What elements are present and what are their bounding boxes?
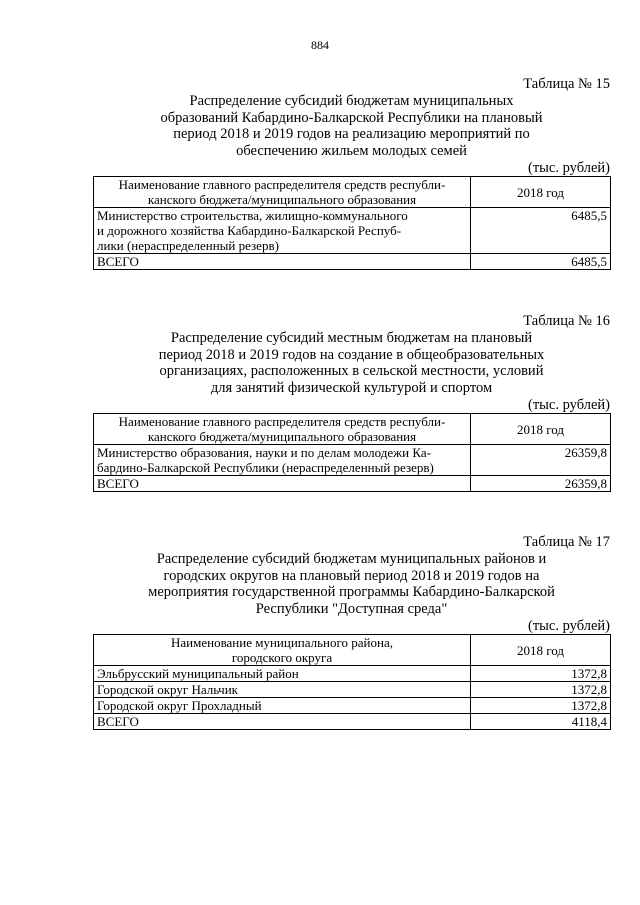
table-17-block (93, 534, 610, 730)
header-name-cell (94, 177, 471, 208)
total-value: 26359,8 (471, 476, 611, 492)
table-row (94, 445, 611, 476)
table-row (94, 682, 611, 698)
table-caption (122, 551, 582, 617)
row-name-cell: Городской округ Нальчик (94, 682, 471, 698)
header-line: Наименование главного распределителя средств республи- (118, 177, 446, 192)
row-line: бардино-Балкарской Республики (нераспределенный резерв) (97, 460, 434, 475)
header-year-cell: 2018 год (471, 635, 611, 666)
header-year-cell: 2018 год (471, 177, 611, 208)
row-line: Министерство строительства, жилищно-коммунального (97, 208, 408, 223)
header-line: канского бюджета/муниципального образования (147, 429, 417, 444)
data-table (93, 634, 611, 730)
row-value-cell: 1372,8 (471, 682, 611, 698)
data-table (93, 176, 611, 270)
table-row (94, 666, 611, 682)
caption-line: Распределение субсидий бюджетам муниципальных районов и (156, 551, 547, 567)
table-number: Таблица № 17 (523, 534, 610, 550)
row-line: лики (нераспределенный резерв) (97, 238, 279, 253)
units-label: (тыс. рублей) (528, 160, 610, 176)
table-row (94, 698, 611, 714)
row-value-cell: 1372,8 (471, 698, 611, 714)
units-label: (тыс. рублей) (528, 618, 610, 634)
caption-line: период 2018 и 2019 годов на реализацию мероприятий по (173, 126, 530, 142)
header-line: канского бюджета/муниципального образования (147, 192, 417, 207)
header-line: Наименование главного распределителя средств республи- (118, 414, 446, 429)
caption-line: Распределение субсидий бюджетам муниципальных (189, 93, 514, 109)
row-line: и дорожного хозяйства Кабардино-Балкарской Респуб- (97, 223, 402, 238)
total-row (94, 714, 611, 730)
table-header-row (94, 177, 611, 208)
table-caption (132, 93, 572, 159)
row-value-cell: 6485,5 (471, 208, 611, 254)
row-name-cell (94, 208, 471, 254)
units-label: (тыс. рублей) (528, 397, 610, 413)
caption-line: образований Кабардино-Балкарской Республики на плановый (160, 109, 543, 126)
table-15-block (93, 76, 610, 270)
total-row (94, 476, 611, 492)
total-label: ВСЕГО (94, 714, 471, 730)
total-label: ВСЕГО (94, 476, 471, 492)
caption-line: организациях, расположенных в сельской местности, условий (159, 363, 544, 379)
caption-line: городских округов на плановый период 2018 и 2019 годов на (163, 567, 540, 584)
table-header-row (94, 635, 611, 666)
table-number: Таблица № 16 (523, 313, 610, 329)
total-row (94, 254, 611, 270)
data-table (93, 413, 611, 492)
caption-line: мероприятия государственной программы Кабардино-Балкарской (148, 584, 555, 600)
row-line: Министерство образования, науки и по делам молодежи Ка- (97, 445, 431, 460)
row-value-cell: 26359,8 (471, 445, 611, 476)
header-name-cell (94, 635, 471, 666)
caption-line: Республики "Доступная среда" (255, 600, 448, 617)
caption-line: для занятий физической культурой и спортом (210, 379, 493, 396)
table-caption (127, 330, 577, 396)
page-number: 884 (311, 38, 329, 52)
total-label: ВСЕГО (94, 254, 471, 270)
table-16-block (93, 313, 610, 492)
row-name-cell: Городской округ Прохладный (94, 698, 471, 714)
caption-line: Распределение субсидий местным бюджетам на плановый (170, 330, 533, 346)
header-line: Наименование муниципального района, (171, 635, 393, 650)
row-name-cell (94, 445, 471, 476)
header-name-cell (94, 414, 471, 445)
total-value: 6485,5 (471, 254, 611, 270)
row-name-cell: Эльбрусский муниципальный район (94, 666, 471, 682)
row-value-cell: 1372,8 (471, 666, 611, 682)
table-row (94, 208, 611, 254)
table-number: Таблица № 15 (523, 76, 610, 92)
table-header-row (94, 414, 611, 445)
total-value: 4118,4 (471, 714, 611, 730)
header-year-cell: 2018 год (471, 414, 611, 445)
header-line: городского округа (231, 650, 333, 665)
caption-line: период 2018 и 2019 годов на создание в общеобразовательных (158, 346, 545, 363)
caption-line: обеспечению жильем молодых семей (236, 142, 467, 159)
